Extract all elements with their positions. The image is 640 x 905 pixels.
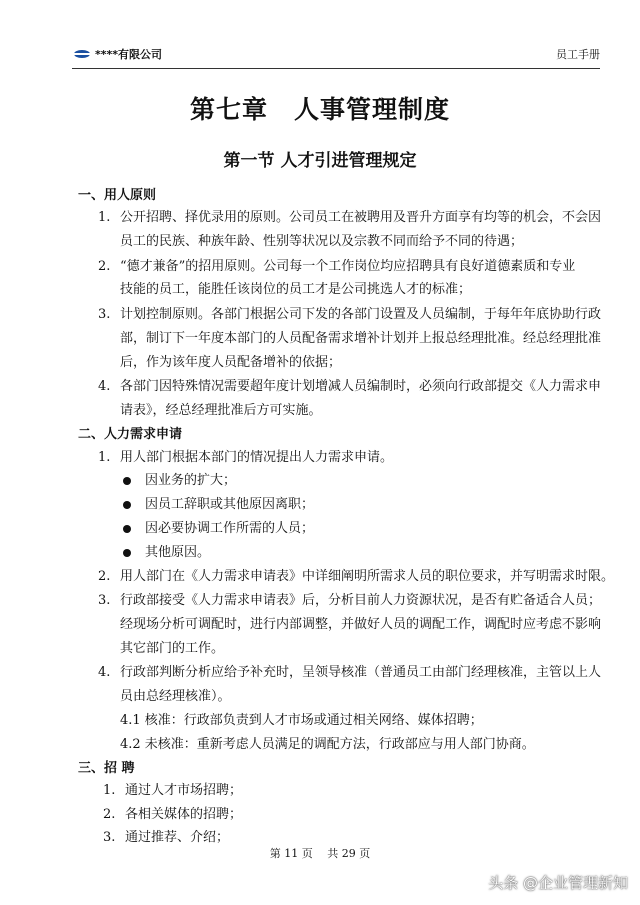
s2-bullet3: 因必要协调工作所需的人员； (145, 521, 315, 536)
s1-item2-line1 (98, 258, 575, 276)
s2-item4-line1 (98, 664, 601, 682)
manual-title: 员工手册 (556, 48, 600, 61)
s2-sub2: 4.2 未核准：重新考虑人员满足的调配方法，行政部应与用人部门协商。 (120, 737, 535, 752)
s3-item1-text: 通过人才市场招聘； (125, 783, 243, 798)
s1-item2-number: 2. (98, 259, 111, 274)
s1-item4-number: 4. (98, 379, 111, 394)
chapter-title: 第七章 人事管理制度 (189, 95, 450, 124)
s1-item4-line2: 请表》，经总经理批准后方可实施。 (120, 403, 322, 418)
s2-bullet4: 其他原因。 (145, 545, 211, 560)
s2-item4-text: 行政部判断分析应给予补充时，呈领导核准（普通员工由部门经理核准，主管以上人 (120, 665, 602, 680)
s2-item1-line1 (98, 449, 393, 467)
s1-item1-line2: 员工的民族、种族年龄、性别等状况以及宗教不同而给予不同的待遇； (120, 234, 524, 249)
s1-item3-text: 计划控制原则。各部门根据公司下发的各部门设置及人员编制，于每年年底协助行政 (120, 307, 602, 322)
s2-item2-number: 2. (98, 569, 111, 584)
s3-item1-number: 1. (103, 783, 116, 798)
s2-sub1: 4.1 核准：行政部负责到人才市场或通过相关网络、媒体招聘； (120, 713, 483, 728)
section-title: 第一节 人才引进管理规定 (223, 151, 417, 171)
s2-item3-number: 3. (98, 593, 111, 608)
section3-heading: 三、招 聘 (78, 761, 135, 776)
s3-item1 (103, 782, 242, 800)
s2-item4-number: 4. (98, 665, 111, 680)
s2-item1-number: 1. (98, 450, 111, 465)
s3-item2-number: 2. (103, 807, 116, 822)
company-name: ****有限公司 (95, 48, 163, 61)
page-number: 第 11 页 共 29 页 (269, 847, 371, 860)
s2-item3-line3: 其它部门的工作。 (120, 641, 225, 656)
s1-item4-line1 (98, 378, 601, 396)
s3-item2-text: 各相关媒体的招聘； (125, 807, 243, 822)
s1-item3-line2: 部，制订下一年度本部门的人员配备需求增补计划并上报总经理批准。经总经理批准 (120, 331, 602, 346)
s1-item3-number: 3. (98, 307, 111, 322)
bullet-icon (123, 549, 131, 557)
s2-item4-line2: 员由总经理核准）。 (120, 689, 231, 704)
section1-heading: 一、用人原则 (78, 188, 157, 203)
s2-item3-text: 行政部接受《人力需求申请表》后，分析目前人力资源状况，是否有贮备适合人员； (120, 593, 602, 608)
bullet-icon (123, 525, 131, 533)
s3-item3-number: 3. (103, 830, 116, 845)
s1-item1-number: 1. (98, 210, 111, 225)
section2-heading: 二、人力需求申请 (78, 427, 183, 442)
s1-item2-line2: 技能的员工，能胜任该岗位的员工才是公司挑选人才的标准； (120, 282, 472, 297)
s2-item2-text: 用人部门在《人力需求申请表》中详细阐明所需求人员的职位要求，并写明需求时限。 (120, 569, 615, 584)
bullet-icon (123, 501, 131, 509)
watermark: 头条 @企业管理新知 (488, 874, 628, 892)
company-logo (72, 46, 162, 62)
s3-item2 (103, 806, 242, 824)
s1-item2-text: “德才兼备”的招用原则。公司每一个工作岗位均应招聘具有良好道德素质和专业 (120, 259, 576, 274)
s1-item1-line1 (98, 209, 601, 227)
s1-item3-line3: 后，作为该年度人员配备增补的依据； (120, 355, 342, 370)
page-header (72, 40, 600, 69)
s3-item3-text: 通过推荐、介绍； (125, 830, 230, 845)
s1-item1-text: 公开招聘、择优录用的原则。公司员工在被聘用及晋升方面享有均等的机会，不会因 (120, 210, 602, 225)
bullet-icon (123, 477, 131, 485)
s2-item1-text: 用人部门根据本部门的情况提出人力需求申请。 (120, 450, 394, 465)
s2-item3-line2: 经现场分析可调配时，进行内部调整，并做好人员的调配工作，调配时应考虑不影响 (120, 617, 602, 632)
s2-bullet1: 因业务的扩大； (145, 473, 237, 488)
s1-item3-line1 (98, 306, 601, 324)
s1-item4-text: 各部门因特殊情况需要超年度计划增减人员编制时，必须向行政部提交《人力需求申 (120, 379, 602, 394)
s2-item2-line1 (98, 568, 614, 586)
s2-item3-line1 (98, 592, 601, 610)
s2-bullet2: 因员工辞职或其他原因离职； (145, 497, 315, 512)
logo-icon (72, 48, 92, 60)
